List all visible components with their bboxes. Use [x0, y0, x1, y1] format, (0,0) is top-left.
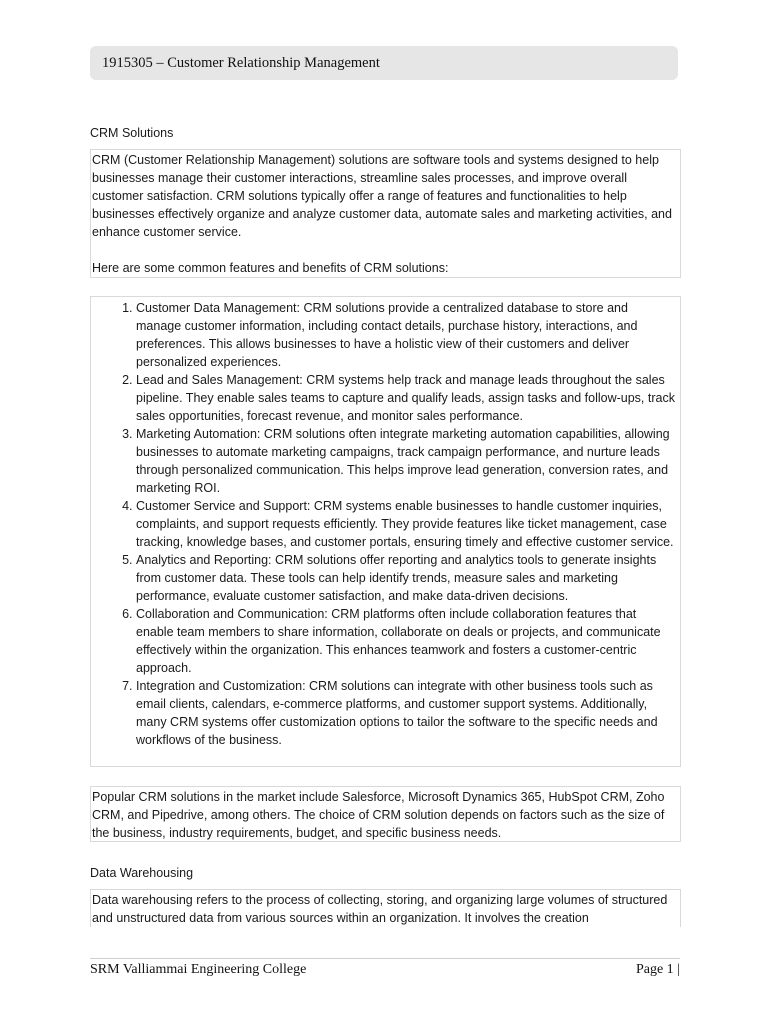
- header-title: 1915305 – Customer Relationship Management: [102, 54, 380, 71]
- crm-popular-paragraph: Popular CRM solutions in the market include Salesforce, Microsoft Dynamics 365, HubSpot CRM, Zoho CRM, and Pipedrive, among others. The choice of CRM solution depends on factors such as the size of the business, industry requirements, budget, and specific business needs.: [92, 790, 665, 840]
- list-item: 1. Customer Data Management: CRM solutions provide a centralized database to store and manage customer information, including contact details, purchase history, interactions, and preferences. This allows businesses to have a holistic view of their customers and deliver personalized experiences.: [136, 299, 676, 371]
- footer-page-number: Page 1 |: [635, 962, 680, 977]
- crm-features-box: [90, 296, 681, 767]
- footer-divider: [90, 958, 680, 959]
- list-item: 4. Customer Service and Support: CRM systems enable businesses to handle customer inquiries, complaints, and support requests efficiently. They provide features like ticket management, case tracking, knowledge bases, and customer portals, ensuring timely and effective customer service.: [136, 497, 676, 551]
- footer-college-name: SRM Valliammai Engineering College: [90, 962, 307, 977]
- data-warehousing-paragraph: Data warehousing refers to the process of collecting, storing, and organizing large volumes of structured and unstructured data from various sources within an organization. It involves the creation: [92, 893, 668, 925]
- list-item: 3. Marketing Automation: CRM solutions often integrate marketing automation capabilities, allowing businesses to automate marketing campaigns, track campaign performance, and nurture leads through personalized communication. This helps improve lead generation, conversion rates, and marketing ROI.: [136, 425, 676, 497]
- list-item: 6. Collaboration and Communication: CRM platforms often include collaboration features that enable team members to share information, collaborate on deals or projects, and communicate effectively within the organization. This enhances teamwork and fosters a customer-centric approach.: [136, 605, 676, 677]
- list-item: 2. Lead and Sales Management: CRM systems help track and manage leads throughout the sales pipeline. They enable sales teams to capture and qualify leads, assign tasks and follow-ups, track sales opportunities, forecast revenue, and monitor sales performance.: [136, 371, 676, 425]
- list-item: 5. Analytics and Reporting: CRM solutions offer reporting and analytics tools to generate insights from customer data. These tools can help identify trends, measure sales and marketing performance, evaluate customer satisfaction, and make data-driven decisions.: [136, 551, 676, 605]
- crm-popular-box: [90, 786, 681, 842]
- document-header: [90, 46, 678, 80]
- crm-features-list: [91, 299, 676, 749]
- data-warehousing-box: [90, 889, 681, 927]
- crm-features-lead-in: Here are some common features and benefits of CRM solutions:: [92, 261, 449, 275]
- section-heading-crm-solutions: CRM Solutions: [90, 126, 174, 140]
- list-item: 7. Integration and Customization: CRM solutions can integrate with other business tools such as email clients, calendars, e-commerce platforms, and customer support systems. Additionally, many CRM systems offer customization options to tailor the software to the specific needs and workflows of the business.: [136, 677, 676, 749]
- paragraph-spacer: [92, 241, 676, 259]
- crm-intro-box: [90, 149, 681, 278]
- section-heading-data-warehousing: Data Warehousing: [90, 866, 194, 880]
- crm-intro-paragraph: CRM (Customer Relationship Management) solutions are software tools and systems designed to help businesses manage their customer interactions, streamline sales processes, and improve overall customer satisfaction. CRM solutions typically offer a range of features and functionalities to help businesses effectively organize and analyze customer data, automate sales and marketing activities, and enhance customer service.: [92, 153, 672, 239]
